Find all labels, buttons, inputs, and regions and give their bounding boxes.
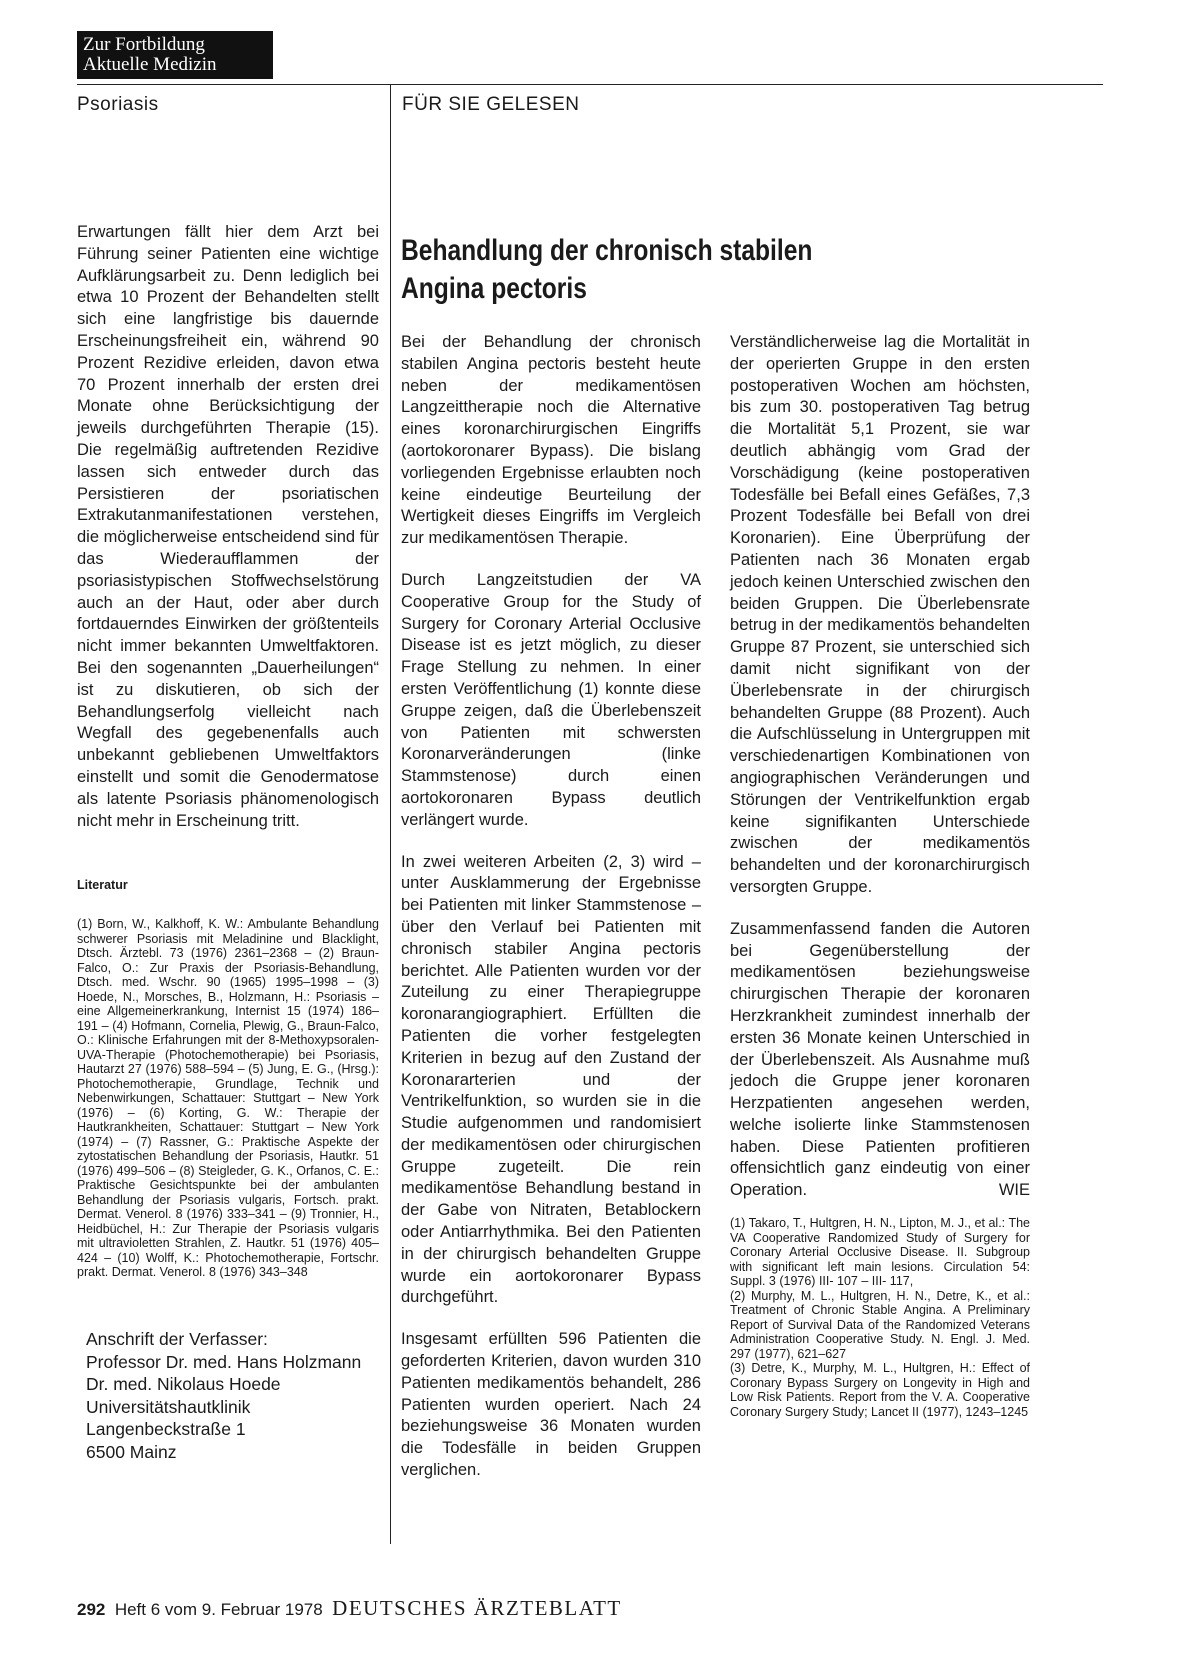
- article-paragraph: Bei der Behandlung der chronisch stabilen Angina pectoris besteht heute neben der medikamentösen Langzeittherapie noch die Alternative eines koronarchirurgischen Eingriffs (aortokoronarer Bypass). Die bislang vorliegenden Ergebnisse erlaubten noch keine eindeutige Beurteilung der Wertigkeit dieses Eingriffs im Vergleich zur medikamentösen Therapie.: [401, 333, 701, 548]
- journal-name: DEUTSCHES ÄRZTEBLATT: [332, 1596, 622, 1620]
- address-line: Professor Dr. med. Hans Holzmann: [86, 1351, 362, 1372]
- badge-line-2: Aktuelle Medizin: [83, 54, 217, 75]
- article-column-2: [730, 332, 1030, 1419]
- section-header-right: FÜR SIE GELESEN: [402, 94, 580, 115]
- address-line: Anschrift der Verfasser:: [86, 1329, 268, 1349]
- left-column-paragraph: Erwartungen fällt hier dem Arzt bei Führung seiner Patienten eine wichtige Aufklärungsarbeit zu. Denn lediglich bei etwa 10 Prozent der Behandelten stellt sich eine langfristige bis dauernde Erscheinungsfreiheit ein, während 90 Prozent Rezidive erleiden, davon etwa 70 Prozent innerhalb der ersten drei Monate ohne Berücksichtigung der jeweils durchgeführten Therapie (15). Die regelmäßig auftretenden Rezidive lassen sich entweder durch das Persistieren der psoriatischen Extrakutanmanifestationen verstehen, die möglicherweise entscheidend sind für das Wiederaufflammen der psoriasistypischen Stoffwechselstörung auch an der Haut, oder aber durch fortdauerndes Einwirken der größtenteils nicht immer bekannten Umweltfaktoren. Bei den sogenannten „Dauerheilungen“ ist zu diskutieren, ob sich der Behandlungserfolg vielleicht nach Wegfall des gegebenenfalls auch unbekannt gebliebenen Umweltfaktors einstellt und somit die Genodermatose als latente Psoriasis phänomenologisch nicht mehr in Erscheinung tritt.: [77, 223, 379, 830]
- section-header-left: Psoriasis: [77, 94, 159, 115]
- issue-info: Heft 6 vom 9. Februar 1978: [114, 1600, 323, 1619]
- badge-line-1: Zur Fortbildung: [83, 34, 205, 55]
- reference-item: (3) Detre, K., Murphy, M. L., Hultgren, H.: Effect of Coronary Bypass Surgery on Longevity in High and Low Risk Patients. Report from the V. A. Cooperative Coronary Surgery Study; Lancet II (1977), 1243–1245: [730, 1361, 1030, 1419]
- page-footer: [77, 1596, 622, 1621]
- article-paragraph: [730, 919, 1030, 1202]
- article-paragraph-text: Zusammenfassend fanden die Autoren bei Gegenüberstellung der medikamentösen beziehungsweise chirurgischen Therapie der koronaren Herzkrankheit zumindest innerhalb der ersten 36 Monate keinen Unterschied in der Überlebenszeit. Als Ausnahme muß jedoch die Gruppe jener koronaren Herzpatienten angesehen werden, welche isolierte linke Stammstenosen haben. Diese Patienten profitieren offensichtlich ganz eindeutig von einer Operation.: [730, 919, 1030, 1200]
- address-line: Universitätshautklinik: [86, 1396, 251, 1417]
- top-rule: [77, 84, 1103, 85]
- article-references: [730, 1216, 1030, 1419]
- article-title: [401, 232, 860, 308]
- address-line: Dr. med. Nikolaus Hoede: [86, 1374, 281, 1394]
- author-signature: WIE: [998, 1181, 1030, 1200]
- reference-item: (1) Takaro, T., Hultgren, H. N., Lipton, M. J., et al.: The VA Cooperative Randomized Study of Surgery for Coronary Arterial Occlusive Disease. II. Subgroup with significant left main lesions. Circulation 54: Suppl. 3 (1976) III- 107 – III- 117,: [730, 1216, 1030, 1289]
- page-number: 292: [77, 1600, 106, 1619]
- author-address: [86, 1328, 386, 1463]
- article-paragraph: Verständlicherweise lag die Mortalität in der operierten Gruppe in den ersten postoperativen Wochen am höchsten, bis zum 30. postoperativen Tag betrug die Mortalität 5,1 Prozent, sie war deutlich abhängig vom Grad der Vorschädigung (keine postoperativen Todesfälle bei Befall eines Gefäßes, 7,3 Prozent Todesfälle bei Befall von drei Koronarien). Eine Überprüfung der Patienten nach 36 Monaten ergab jedoch keinen Unterschied zwischen den beiden Gruppen. Die Überlebensrate betrug in der medikamentös behandelten Gruppe 87 Prozent, sie unterschied sich damit nicht signifikant von der Überlebensrate in der chirurgisch behandelten Gruppe (88 Prozent). Auch die Aufschlüsselung in Untergruppen mit verschiedenartigen Kombinationen von angiographischen Veränderungen und Störungen der Ventrikelfunktion ergab keine signifikanten Unterschiede zwischen der medikamentös behandelten und der koronarchirurgisch versorgten Gruppe.: [730, 333, 1030, 896]
- article-paragraph: In zwei weiteren Arbeiten (2, 3) wird – unter Ausklammerung der Ergebnisse bei Patienten mit linker Stammstenose – über den Verlauf bei Patienten mit chronisch stabiler Angina pectoris berichtet. Alle Patienten wurden vor der Zuteilung zu einer Therapiegruppe koronarangiographiert. Erfüllten die Patienten die vorher festgelegten Kriterien in bezug auf den Zustand der Koronararterien und der Ventrikelfunktion, so wurden sie in die Studie aufgenommen und randomisiert der medikamentösen oder chirurgischen Gruppe zugeteilt. Die rein medikamentöse Behandlung bestand in der Gabe von Nitraten, Betablockern oder Antiarrhythmika. Bei den Patienten in der chirurgisch behandelten Gruppe wurde ein aortokoronarer Bypass durchgeführt.: [401, 852, 701, 1307]
- article-paragraph: Durch Langzeitstudien der VA Cooperative Group for the Study of Surgery for Coronary Arterial Occlusive Disease ist es jetzt möglich, zu dieser Frage Stellung zu nehmen. In einer ersten Veröffentlichung (1) konnte diese Gruppe zeigen, daß die Überlebenszeit von Patienten mit schwersten Koronarveränderungen (linke Stammstenose) durch einen aortokoronaren Bypass deutlich verlängert wurde.: [401, 570, 701, 829]
- article-paragraph: Insgesamt erfüllten 596 Patienten die geforderten Kriterien, davon wurden 310 Patienten medikamentös behandelt, 286 Patienten wurden operiert. Nach 24 beziehungsweise 36 Monaten wurden die Todesfälle in beiden Gruppen verglichen.: [401, 1330, 701, 1480]
- article-title-line-2: Angina pectoris: [401, 272, 587, 305]
- literature-list: (1) Born, W., Kalkhoff, K. W.: Ambulante Behandlung schwerer Psoriasis mit Meladinine und Blacklight, Dtsch. Ärztebl. 73 (1976) 2361–2368 – (2) Braun-Falco, O.: Zur Praxis der Psoriasis-Behandlung, Dtsch. med. Wschr. 90 (1965) 1995–1998 – (3) Hoede, N., Morsches, B., Holzmann, H.: Psoriasis – eine Allgemeinerkrankung, Internist 15 (1974) 186–191 – (4) Hofmann, Cornelia, Plewig, G., Braun-Falco, O.: Klinische Erfahrungen mit der 8-Methoxypsoralen-UVA-Therapie (Photochemotherapie) bei Psoriasis, Hautarzt 27 (1976) 588–594 – (5) Jung, E. G., (Hrsg.): Photochemotherapie, Grundlage, Technik und Nebenwirkungen, Schattauer: Stuttgart – New York (1976) – (6) Korting, G. W.: Therapie der Hautkrankheiten, Schattauer: Stuttgart – New York (1974) – (7) Rassner, G.: Praktische Aspekte der zytostatischen Behandlung der Psoriasis, Hautkr. 51 (1976) 499–506 – (8) Steigleder, G. K., Orfanos, C. E.: Praktische Gesichtspunkte bei der ambulanten Behandlung der Psoriasis vulgaris, Fortsch. prakt. Dermat. Venerol. 8 (1976) 333–341 – (9) Tronnier, H., Heidbüchel, H.: Zur Therapie der Psoriasis vulgaris mit ultravioletten Strahlen, Z. Hautkr. 51 (1976) 405–424 – (10) Wolff, K.: Photochemotherapie, Fortschr. prakt. Dermat. Venerol. 8 (1976) 343–348: [77, 917, 379, 1279]
- left-column-text: [77, 222, 379, 832]
- address-line: 6500 Mainz: [86, 1441, 177, 1462]
- article-column-1: [401, 332, 701, 1482]
- section-badge: [77, 31, 273, 79]
- column-divider: [390, 84, 391, 1544]
- reference-item: (2) Murphy, M. L., Hultgren, H. N., Detre, K., et al.: Treatment of Chronic Stable Angina. A Preliminary Report of Survival Data of the Randomized Veterans Administration Cooperative Study. N. Engl. J. Med. 297 (1977), 621–627: [730, 1288, 1030, 1361]
- literature-heading: Literatur: [77, 878, 128, 892]
- address-line: Langenbeckstraße 1: [86, 1419, 246, 1439]
- article-title-line-1: Behandlung der chronisch stabilen: [401, 234, 813, 267]
